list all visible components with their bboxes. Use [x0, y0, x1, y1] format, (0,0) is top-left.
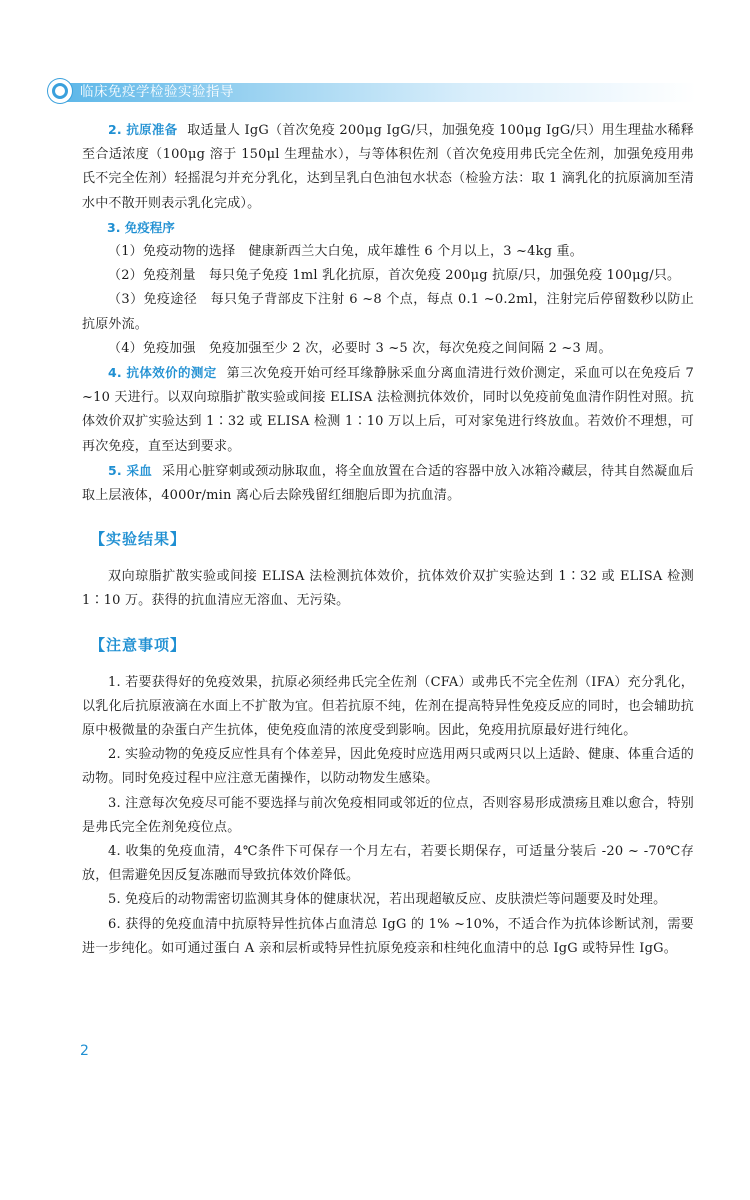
results-title: 【实验结果】 [90, 530, 187, 549]
header-title: 临床免疫学检验实验指导 [80, 84, 234, 100]
section-blood-collection [82, 459, 694, 508]
antigen-prep-text: 取适量人 IgG（首次免疫 200μg IgG/只，加强免疫 100μg IgG/只）用生理盐水稀释至合适浓度（100μg 溶于 150μl 生理盐水），与等体积佐剂（首次免疫用弗氏完全佐剂，加强免疫用弗氏不完全佐剂）轻摇混匀并充分乳化，达到呈乳白色油包水状态（检验方法：取 1 滴乳化的抗原滴加至清水中不散开则表示乳化完成）。 [82, 123, 694, 211]
note-item: 5. 免疫后的动物需密切监测其身体的健康状况，若出现超敏反应、皮肤溃烂等问题要及时处理。 [108, 892, 667, 908]
subheading-antigen-prep: 2. 抗原准备 [108, 122, 178, 137]
notes-title: 【注意事项】 [90, 635, 187, 654]
running-header [0, 78, 750, 106]
section-antigen-prep [82, 118, 694, 216]
titer-test-text: 第三次免疫开始可经耳缘静脉采血分离血清进行效价测定，采血可以在免疫后 7 ~10 天进行。以双向琼脂扩散实验或间接 ELISA 法检测抗体效价，同时以免疫前兔血清作阴性对照。抗体效价双扩实验达到 1∶32 或 ELISA 检测 1∶10 万以上后，可对家兔进行终放血。若效价不理想，可再次免疫，直至达到要求。 [82, 366, 694, 454]
main-content [82, 118, 694, 961]
subheading-immunization-procedure: 3. 免疫程序 [107, 219, 175, 235]
procedure-item: （4）免疫加强 免疫加强至少 2 次，必要时 3 ~5 次，每次免疫之间间隔 2 ~3 周。 [108, 340, 612, 356]
note-item: 6. 获得的免疫血清中抗原特异性抗体占血清总 IgG 的 1% ~10%，不适合作为抗体诊断试剂，需要进一步纯化。如可通过蛋白 A 亲和层析或特异性抗原免疫亲和柱纯化血清中的总 IgG 或特异性 IgG。 [82, 916, 694, 956]
blood-collection-text: 采用心脏穿刺或颈动脉取血，将全血放置在合适的容器中放入冰箱冷藏层，待其自然凝血后取上层液体，4000r/min 离心后去除残留红细胞后即为抗血清。 [82, 463, 694, 504]
subheading-blood-collection: 5. 采血 [108, 462, 153, 478]
section-titer-test [82, 361, 694, 459]
procedure-item: （1）免疫动物的选择 健康新西兰大白兔，成年雄性 6 个月以上，3 ~4kg 重。 [108, 244, 583, 260]
subheading-titer-test: 4. 抗体效价的测定 [108, 365, 217, 381]
page-number: 2 [80, 1043, 89, 1059]
note-item: 4. 收集的免疫血清，4℃条件下可保存一个月左右，若要长期保存，可适量分装后 -20 ~ -70℃存放，但需避免因反复冻融而导致抗体效价降低。 [82, 844, 694, 884]
procedure-item: （2）免疫剂量 每只兔子免疫 1ml 乳化抗原，首次免疫 200μg 抗原/只，加强免疫 100μg/只。 [108, 268, 681, 284]
results-text: 双向琼脂扩散实验或间接 ELISA 法检测抗体效价，抗体效价双扩实验达到 1∶32 或 ELISA 检测 1∶10 万。获得的抗血清应无溶血、无污染。 [82, 569, 694, 609]
note-item: 2. 实验动物的免疫反应性具有个体差异，因此免疫时应选用两只或两只以上适龄、健康、体重合适的动物。同时免疫过程中应注意无菌操作，以防动物发生感染。 [82, 747, 694, 787]
note-item: 1. 若要获得好的免疫效果，抗原必须经弗氏完全佐剂（CFA）或弗氏不完全佐剂（IFA）充分乳化，以乳化后抗原液滴在水面上不扩散为宜。但若抗原不纯，佐剂在提高特异性免疫反应的同时，也会辅助抗原中极微量的杂蛋白产生抗体，使免疫血清的浓度受到影响。因此，免疫用抗原最好进行纯化。 [82, 674, 694, 739]
procedure-item: （3）免疫途径 每只兔子背部皮下注射 6 ~8 个点，每点 0.1 ~0.2ml，注射完后停留数秒以防止抗原外流。 [82, 292, 694, 332]
note-item: 3. 注意每次免疫尽可能不要选择与前次免疫相同或邻近的位点，否则容易形成溃疡且难以愈合，特别是弗氏完全佐剂免疫位点。 [82, 795, 694, 835]
header-circle-icon [48, 79, 72, 103]
